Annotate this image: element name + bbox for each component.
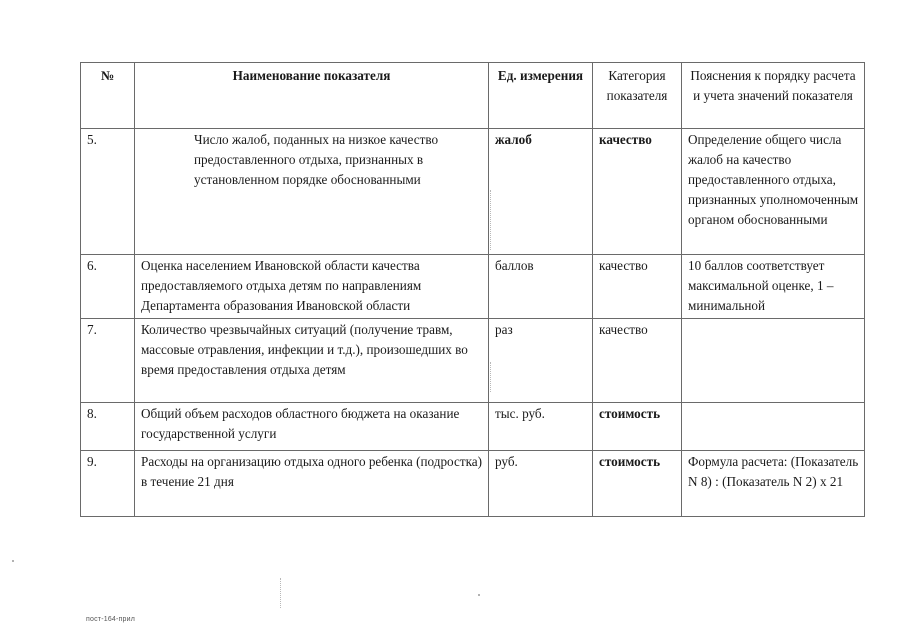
table-row <box>81 319 865 403</box>
file-mark: пост-164-прил <box>86 616 136 623</box>
scan-artifact-line <box>280 578 281 608</box>
table-header-row <box>81 63 865 129</box>
scan-artifact-line <box>490 190 491 250</box>
table-row <box>81 403 865 451</box>
scan-speck <box>12 560 14 562</box>
row-note: Определение общего числа жалоб на качество предоставленного отдыха, признанных уполномоченным органом обоснованными <box>682 129 865 255</box>
row-name: Оценка населением Ивановской области качества предоставляемого отдыха детям по направлениям Департамента образования Ивановской области <box>135 255 489 319</box>
table-row <box>81 255 865 319</box>
row-num: 6. <box>81 255 135 319</box>
row-unit: тыс. руб. <box>489 403 593 451</box>
scan-artifact-line <box>490 362 491 392</box>
row-note: 10 баллов соответствует максимальной оценке, 1 – минимальной <box>682 255 865 319</box>
row-category: стоимость <box>593 451 682 517</box>
row-category: качество <box>593 319 682 403</box>
indicators-table <box>80 62 865 517</box>
row-note <box>682 319 865 403</box>
row-category: качество <box>593 255 682 319</box>
header-category: Категория показателя <box>593 63 682 129</box>
header-num: № <box>81 63 135 129</box>
header-unit: Ед. измерения <box>489 63 593 129</box>
row-name: Число жалоб, поданных на низкое качество предоставленного отдыха, признанных в установленном порядке обоснованными <box>135 129 489 255</box>
row-unit: руб. <box>489 451 593 517</box>
row-name: Расходы на организацию отдыха одного ребенка (подростка) в течение 21 дня <box>135 451 489 517</box>
row-category: стоимость <box>593 403 682 451</box>
row-num: 9. <box>81 451 135 517</box>
row-num: 7. <box>81 319 135 403</box>
scan-speck <box>478 594 480 596</box>
row-name: Количество чрезвычайных ситуаций (получение травм, массовые отравления, инфекции и т.д.), произошедших во время предоставления отдыха детям <box>135 319 489 403</box>
table-row <box>81 129 865 255</box>
row-category: качество <box>593 129 682 255</box>
row-name: Общий объем расходов областного бюджета на оказание государственной услуги <box>135 403 489 451</box>
row-num: 5. <box>81 129 135 255</box>
table-row <box>81 451 865 517</box>
row-unit: баллов <box>489 255 593 319</box>
row-unit: раз <box>489 319 593 403</box>
row-note: Формула расчета: (Показатель N 8) : (Показатель N 2) x 21 <box>682 451 865 517</box>
row-unit: жалоб <box>489 129 593 255</box>
row-num: 8. <box>81 403 135 451</box>
header-name: Наименование показателя <box>135 63 489 129</box>
header-notes: Пояснения к порядку расчета и учета значений показателя <box>682 63 865 129</box>
row-note <box>682 403 865 451</box>
